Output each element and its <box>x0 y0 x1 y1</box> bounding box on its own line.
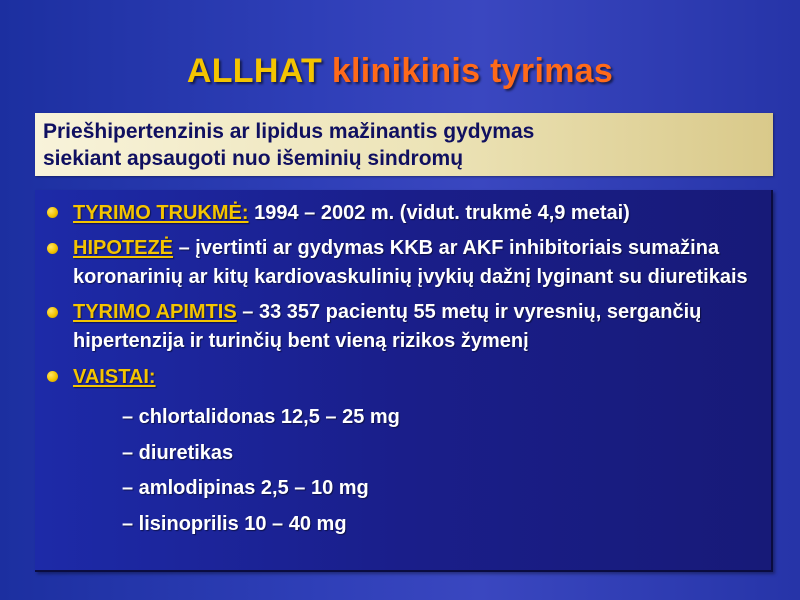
drug-item-chlortalidone: – chlortalidonas 12,5 – 25 mg <box>122 406 400 428</box>
drug-item-lisinopril: – lisinoprilis 10 – 40 mg <box>122 512 347 535</box>
bullet-item-hypothesis <box>45 234 761 292</box>
bullet-text-scope: – 33 357 pacientų 55 metų ir vyresnių, sergančių hipertenzija ir turinčių bent vieną rizikos žymenį <box>73 301 702 352</box>
drug-list <box>35 398 771 542</box>
bullet-dot-icon <box>47 371 58 382</box>
bullet-key-drugs: VAISTAI: <box>73 366 156 388</box>
bullet-dot-icon <box>47 207 58 218</box>
bullet-item-scope <box>45 298 761 356</box>
bullet-key-scope: TYRIMO APIMTIS <box>73 301 237 323</box>
bullet-list <box>35 190 771 392</box>
bullet-dot-icon <box>47 243 58 254</box>
bullet-text-duration: 1994 – 2002 m. (vidut. trukmė 4,9 metai) <box>248 202 630 224</box>
drug-item-amlodipine: – amlodipinas 2,5 – 10 mg <box>122 477 369 499</box>
subtitle-line-2: siekiant apsaugoti nuo išeminių sindromų <box>43 147 464 170</box>
subtitle-line-1: Priešhipertenzinis ar lipidus mažinantis gydymas <box>43 120 535 143</box>
bullet-item-drugs <box>45 362 761 392</box>
bullet-item-duration <box>45 198 761 228</box>
bullet-text-hypothesis: – įvertinti ar gydymas KKB ar AKF inhibitoriais sumažina koronarinių ar kitų kardiovaskulinių įvykių dažnį lyginant su diuretikais <box>73 237 748 288</box>
slide-title <box>0 52 800 91</box>
bullet-key-hypothesis: HIPOTEZĖ <box>73 237 174 259</box>
title-allhat: ALLHAT <box>186 52 323 90</box>
bullet-dot-icon <box>47 307 58 318</box>
title-clinical-trial: klinikinis tyrimas <box>331 52 614 90</box>
drug-item-diuretic: – diuretikas <box>122 441 234 464</box>
bullet-key-duration: TYRIMO TRUKMĖ: <box>73 202 249 224</box>
subtitle-box <box>35 113 773 176</box>
content-panel <box>35 190 773 572</box>
